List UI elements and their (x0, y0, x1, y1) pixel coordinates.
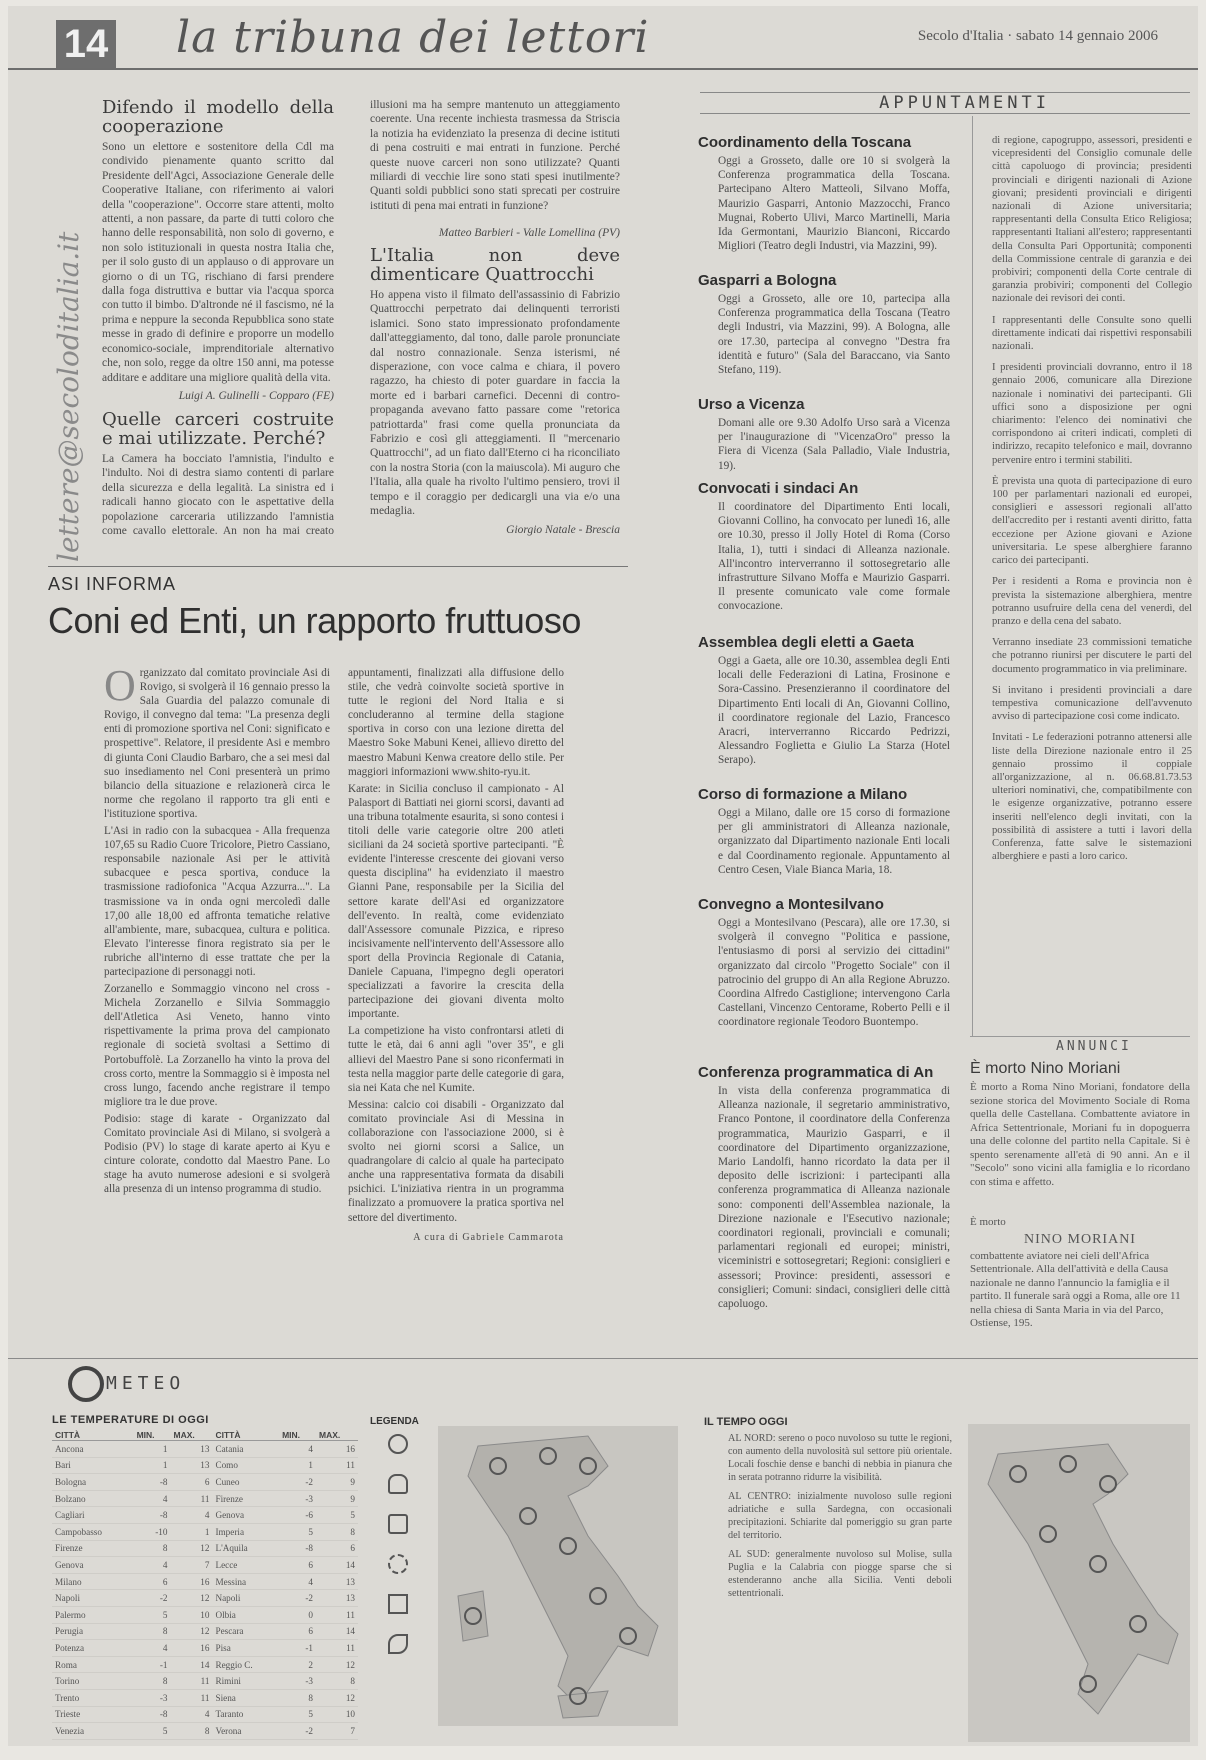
city-cell: Torino (52, 1673, 134, 1690)
min-temp-cell: -6 (279, 1507, 316, 1524)
city-cell: Cagliari (52, 1507, 134, 1524)
letter-title: Difendo il modello della cooperazione (102, 97, 334, 137)
letter-quattrocchi (370, 246, 620, 551)
min-temp-cell: 6 (279, 1557, 316, 1574)
max-temp-cell: 11 (316, 1606, 358, 1623)
letter-carceri (102, 410, 334, 540)
feature-headline: Coni ed Enti, un rapporto fruttuoso (48, 600, 581, 641)
italy-map-svg-2 (968, 1424, 1190, 1742)
appt-conferenza-programmatica (698, 1064, 950, 1354)
table-row (52, 1623, 358, 1640)
max-temp-cell: 10 (316, 1706, 358, 1723)
city-cell: Cuneo (212, 1474, 279, 1491)
col-header: CITTÀ (52, 1430, 134, 1441)
max-temp-cell: 12 (170, 1590, 212, 1607)
city-cell: Milano (52, 1573, 134, 1590)
sun-icon (388, 1434, 408, 1454)
col-header: MAX. (170, 1430, 212, 1441)
max-temp-cell: 14 (316, 1557, 358, 1574)
min-temp-cell: 6 (134, 1573, 171, 1590)
min-temp-cell: -2 (279, 1474, 316, 1491)
appt-title: Convegno a Montesilvano (698, 896, 884, 913)
city-cell: Potenza (52, 1640, 134, 1657)
appt-text: Oggi a Milano, dalle ore 15 corso di formazione per gli amministratori di Alleanza nazionale, organizzato dal Dipartimento nazionale Enti locali e dal Coordinamento regionale. Appuntamento al Centro Cesen, Viale Bianca Maria, 18. (718, 807, 950, 876)
letter-signature: Luigi A. Gulinelli - Copparo (FE) (178, 389, 334, 402)
appt-title: Coordinamento della Toscana (698, 134, 912, 151)
storm-icon (388, 1634, 408, 1654)
feature-paragraph: Organizzato dal comitato provinciale Asi di Rovigo, si svolgerà il 16 gennaio presso la Sala Guardia del palazzo comunale di Rovigo, il convegno dal tema: "La presenza degli enti di promozione sportiva nel Coni: significato e prospettive". Relatore, il presidente Asi e membro di giunta Coni Claudio Barbaro, che a sei mesi dal suo insediamento nel Coni presenterà un primo bilancio della situazione e relazionerà circa le norme che regolano il rapporto tra gli enti e l'istituzione sportiva. (104, 666, 330, 820)
forecast-text (728, 1432, 952, 1606)
appt-title: Gasparri a Bologna (698, 272, 837, 289)
letter-cooperazione (102, 98, 334, 417)
max-temp-cell: 13 (316, 1573, 358, 1590)
city-cell: Imperia (212, 1523, 279, 1540)
feature-paragraph: La competizione ha visto confrontarsi atleti di tutte le età, dai 6 anni agli "over 35", e gli allievi del Maestro Pane si sono riconfermati in testa nella maggior parte delle categorie di gara, sia nei Kata che nel Kumite. (348, 1025, 564, 1094)
min-temp-cell: -1 (279, 1640, 316, 1657)
page-number: 14 (56, 20, 116, 68)
letter-body: La Camera ha bocciato l'amnistia, l'indulto e l'indulto. Noi di destra siamo contenti di parlare della sicurezza e della legalità. La sinistra ed i radicali hanno giocato con le aspettative della popolazione carceraria utilizzando l'amnistia come cavallo elettorale. An non ha mai creato (102, 453, 334, 538)
max-temp-cell: 16 (170, 1573, 212, 1590)
forecast-paragraph: AL CENTRO: inizialmente nuvoloso sulle regioni adriatiche e sulla Sardegna, con occasionali precipitazioni. Schiarite dal pomeriggio su gran parte del territorio. (728, 1491, 952, 1541)
table-row (52, 1490, 358, 1507)
appt-text: Oggi a Montesilvano (Pescara), alle ore 17.30, si svolgerà il convegno "Politica e passione, l'entusiasmo di porsi al servizio dei cittadini" organizzato dal circolo "Progetto Sociale" con il patrocinio del gruppo di An alla Regione Abruzzo. Coordina Alfredo Castiglione; intervengono Carla Castellani, Vincenzo Centorame, Roberto Pelli e il coordinatore regionale Teodoro Buontempo. (718, 917, 950, 1029)
city-cell: Campobasso (52, 1523, 134, 1540)
min-temp-cell: 6 (279, 1623, 316, 1640)
min-temp-cell: 1 (134, 1441, 171, 1458)
min-temp-cell: -2 (134, 1590, 171, 1607)
city-cell: Catania (212, 1441, 279, 1458)
city-cell: Como (212, 1457, 279, 1474)
table-row (52, 1441, 358, 1458)
temperatures-table (52, 1430, 358, 1740)
letter-body: Ho appena visto il filmato dell'assassinio di Fabrizio Quattrocchi perpetrato dai delinquenti terroristi islamici. Sono stato impressionato profondamente dall'atteggiamento, dal tono, dalle parole pronunciate dal nostro connazionale. Senza isterismi, né disperazione, con voce calma e chiara, il povero ragazzo, ha chiesto di poter guardare in faccia la morte ed i barbari carnefici. Decenni di contro-propaganda avevano fatto passare come "retorica patriottarda" frasi come quella pronunciata da Fabrizio e così gli atteggiamenti. Il "mercenario Quattrocchi", ad un fiato dall'Eterno ci ha riconciliato con la nostra Storia (con la maiuscola). Mi auguro che l'Italia, alla quale ha rivolto l'ultimo pensiero, trovi il tempo e il coraggio per dedicargli una via e/o una medaglia. (370, 289, 620, 518)
rain-icon (388, 1514, 408, 1534)
min-temp-cell: -1 (134, 1656, 171, 1673)
table-row (52, 1656, 358, 1673)
rcol-paragraph: È prevista una quota di partecipazione di euro 100 per parlamentari nazionali ed europei, consiglieri e assessori regionali all'atto dell'accredito per i restanti aventi diritto, fatta eccezione per Azione giovani e Azione universitaria. Le spese alberghiere faranno carico dei partecipanti. (992, 475, 1192, 567)
city-cell: L'Aquila (212, 1540, 279, 1557)
max-temp-cell: 14 (170, 1656, 212, 1673)
table-row (52, 1457, 358, 1474)
feature-kicker: ASI INFORMA (48, 574, 177, 594)
table-row (52, 1573, 358, 1590)
max-temp-cell: 11 (170, 1490, 212, 1507)
notice-head: È morto (970, 1216, 1006, 1228)
table-row (52, 1474, 358, 1491)
letter-signature: Giorgio Natale - Brescia (506, 523, 620, 536)
appt-text: In vista della conferenza programmatica di Alleanza nazionale, il segretario amministrativo, Franco Pontone, il coordinatore della Conferenza programmatica, Maurizio Gasparri, e il coordinatore del Dipartimento organizzazione, Mario Landolfi, hanno ricordato la data per il deposito delle iscrizioni: i partecipanti alla conferenza programmatica di Alleanza nazionale sono: componenti dell'Assemblea nazionale, la Direzione nazionale e l'Esecutivo nazionale; coordinatori regionali, provinciali e comunali; parlamentari regionali ed europei; ministri, viceministri e sottosegretari; Regioni: consiglieri e assessori; Province: presidenti, assessori e consiglieri; Comuni: sindaci, consiglieri delle città capoluogo. (718, 1085, 950, 1311)
max-temp-cell: 6 (170, 1474, 212, 1491)
city-cell: Rimini (212, 1673, 279, 1690)
max-temp-cell: 9 (316, 1474, 358, 1491)
sun-logo-icon (68, 1366, 104, 1402)
city-cell: Perugia (52, 1623, 134, 1640)
table-row (52, 1523, 358, 1540)
max-temp-cell: 12 (170, 1623, 212, 1640)
city-cell: Napoli (212, 1590, 279, 1607)
appt-sindaci-an (698, 480, 950, 614)
appt-title: Conferenza programmatica di An (698, 1064, 934, 1081)
weather-map-italy (438, 1426, 678, 1726)
vertical-email-label: lettere@secoloditalia.it (52, 231, 85, 562)
feature-paragraph: appuntamenti, finalizzati alla diffusione dello stile, che vedrà coinvolte società sportive in tutte le regioni del Nord Italia e si concluderanno al termine della stagione sportiva in corso con una lezione diretta del Maestro Soke Mabuni Kenei, allievo diretto del maestro Mabuni Kenwa creatore dello stile. Per maggiori informazioni www.shito-ryu.it. (348, 667, 564, 778)
divider (48, 566, 628, 567)
dateline: Secolo d'Italia · sabato 14 gennaio 2006 (917, 28, 1158, 44)
letter-signature: Matteo Barbieri - Valle Lomellina (PV) (438, 227, 620, 239)
rcol-paragraph: Per i residenti a Roma e provincia non è prevista la sistemazione alberghiera, mentre potranno usufruire della cena del venerdì, del pranzo e della cena del sabato. (992, 576, 1192, 627)
col-header: MAX. (316, 1430, 358, 1441)
max-temp-cell: 12 (170, 1540, 212, 1557)
feature-column-2 (348, 666, 564, 1356)
max-temp-cell: 13 (170, 1457, 212, 1474)
max-temp-cell: 11 (316, 1640, 358, 1657)
table-row (52, 1507, 358, 1524)
city-cell: Palermo (52, 1606, 134, 1623)
max-temp-cell: 8 (316, 1523, 358, 1540)
city-cell: Olbia (212, 1606, 279, 1623)
min-temp-cell: 8 (134, 1673, 171, 1690)
obituary-article (970, 1060, 1190, 1189)
table-row (52, 1540, 358, 1557)
table-row (52, 1606, 358, 1623)
letter-body: Sono un elettore e sostenitore della Cdl ma condivido pienamente quanto scritto dal Presidente dell'Agci, Associazione Generale delle Cooperative Italiane, con riferimento ai valori della "cooperazione". Occorre stare attenti, molto attenti, a non passare, da parte di tutti coloro che hanno delle responsabilità, non solo di governo, e non solo istituzionali in questa nostra Italia che, per il solo gusto di un applauso o di approvare un giorno o di un TG, rischiano di farsi prendere dalla foga distruttiva e buttar via l'acqua sporca con tutto il bimbo. D'altronde né il fascismo, né la prima e neppure la seconda Repubblica sono state messe in grado di definire e proporre un modello economico-sociale, imprenditoriale alternativo che, non solo, regge da oltre 150 anni, ma potesse additare e additare una migliore qualità della vita. (102, 141, 334, 384)
max-temp-cell: 10 (170, 1606, 212, 1623)
appt-urso-vicenza (698, 396, 950, 473)
rcol-paragraph: I rappresentanti delle Consulte sono quelli direttamente indicati dai rispettivi responsabili nazionali. (992, 314, 1192, 353)
min-temp-cell: 4 (134, 1557, 171, 1574)
rcol-paragraph: Invitati - Le federazioni potranno attenersi alle liste della Direzione nazionale entro il 25 gennaio prossimo il coppiale all'organizzazione, al n. 06.68.81.73.53 ulteriori nominativi, che, compatibilmente con le esigenze organizzative, potranno essere inseriti nell'elenco degli invitati, con la possibilità di assistere a tutti i lavori della Conferenza, fatte salve le sistemazioni alberghiere e pasti a loro carico. (992, 732, 1192, 863)
min-temp-cell: 1 (134, 1457, 171, 1474)
appuntamenti-banner: APPUNTAMENTI (700, 92, 1190, 114)
cloud-icon (388, 1474, 408, 1494)
max-temp-cell: 12 (316, 1656, 358, 1673)
feature-paragraph: Karate: in Sicilia concluso il campionato - Al Palasport di Battiati nei giorni scorsi, davanti ad una tribuna totalmente esaurita, si sono contesi i titoli delle varie categorie oltre 200 atleti siciliani da 24 società sportive partecipanti. "È evidente l'interesse crescente dei giovani verso questa disciplina" ha evidenziato il maestro Gianni Pane, responsabile per la Sicilia del settore karate dell'Asi ed organizzatore dell'evento. In realtà, come evidenziato dall'Assessore comunale Pizzica, e ripreso incisivamente nell'intervento dell'Assessore allo sport della Provincia Regionale di Catania, Daniele Capuana, l'impegno degli operatori specializzati a favorire la crescita della partecipazione dei giovani diventa molto importante. (348, 782, 564, 1021)
min-temp-cell: 0 (279, 1606, 316, 1623)
min-temp-cell: -2 (279, 1723, 316, 1740)
annunci-banner: ANNUNCI (970, 1036, 1190, 1055)
appt-text: Oggi a Grosseto, dalle ore 10 si svolgerà la Conferenza programmatica della Toscana. Partecipano Altero Matteoli, Silvano Moffa, Maurizio Gasparri, Antonio Mazzocchi, Franco Mugnai, Roberto Ulivi, Marco Martinelli, Maria Ida Germontani, Maurizio Bianconi, Riccardo Migliori (Teatro degli Industri, via Mazzini, 99). (718, 155, 950, 253)
table-row (52, 1673, 358, 1690)
table-row (52, 1590, 358, 1607)
table-row (52, 1723, 358, 1740)
city-cell: Siena (212, 1689, 279, 1706)
appt-gasparri-bologna (698, 272, 950, 377)
rcol-paragraph: I presidenti provinciali dovranno, entro il 18 gennaio 2006, comunicare alla Direzione nazionale i nominativi dei partecipanti. Gli uffici sono a disposizione per ogni chiarimento: l'elenco dei nominativi che corrispondono ai criteri indicati, completi di indirizzo, recapito telefonico e mail, dovranno pervenire entro i termini stabiliti. (992, 362, 1192, 466)
min-temp-cell: 5 (279, 1706, 316, 1723)
appt-assemblea-gaeta (698, 634, 950, 768)
italy-map-svg (438, 1426, 678, 1726)
masthead (8, 6, 1198, 70)
letter-title: Quelle carceri costruite e mai utilizzate. Perché? (102, 410, 334, 449)
table-row (52, 1689, 358, 1706)
forecast-paragraph: AL SUD: generalmente nuvoloso sul Molise, sulla Puglia e la Calabria con piogge sparse che si estenderanno anche alla Sicilia. Venti deboli settentrionali. (728, 1549, 952, 1599)
max-temp-cell: 6 (316, 1540, 358, 1557)
death-notice (970, 1216, 1190, 1331)
city-cell: Pisa (212, 1640, 279, 1657)
min-temp-cell: 8 (279, 1689, 316, 1706)
feature-paragraph: L'Asi in radio con la subacquea - Alla frequenza 107,65 su Radio Cuore Tricolore, Pietro Cassiano, responsabile nazionale Asi per le attività subacquee e pesca sportiva, conduce la trasmissione radiofonica "Acqua Azzurra...". La trasmissione va in onda ogni mercoledì dalle 17,00 alle 18,00 ed affronta tematiche relative all'ambiente, mare, subacquea, cultura e politica. Elevato l'interesse finora registrato sia per le rubriche all'interno di esse trattate che per la partecipazione di personaggi noti. (104, 825, 330, 978)
min-temp-cell: -3 (134, 1689, 171, 1706)
legend-title: LEGENDA (370, 1416, 419, 1427)
city-cell: Bologna (52, 1474, 134, 1491)
section-title: la tribuna dei lettori (176, 12, 650, 63)
city-cell: Venezia (52, 1723, 134, 1740)
max-temp-cell: 11 (170, 1689, 212, 1706)
forecast-title: IL TEMPO OGGI (704, 1416, 788, 1428)
conferenza-continued-column (992, 134, 1192, 1024)
min-temp-cell: 4 (134, 1490, 171, 1507)
max-temp-cell: 11 (316, 1457, 358, 1474)
notice-name: NINO MORIANI (1024, 1231, 1136, 1247)
min-temp-cell: -3 (279, 1673, 316, 1690)
dropcap: O (104, 666, 136, 710)
min-temp-cell: 5 (134, 1723, 171, 1740)
min-temp-cell: -2 (279, 1590, 316, 1607)
min-temp-cell: 4 (279, 1573, 316, 1590)
col-header: MIN. (134, 1430, 171, 1441)
feature-byline: A cura di Gabriele Cammarota (413, 1231, 564, 1243)
max-temp-cell: 8 (170, 1723, 212, 1740)
appt-convegno-montesilvano (698, 896, 950, 1030)
city-cell: Trento (52, 1689, 134, 1706)
max-temp-cell: 1 (170, 1523, 212, 1540)
city-cell: Lecce (212, 1557, 279, 1574)
appt-coordinamento-toscana (698, 134, 950, 253)
max-temp-cell: 16 (170, 1640, 212, 1657)
letter-title: L'Italia non deve dimenticare Quattrocchi (370, 245, 620, 285)
meteo-divider (8, 1358, 1198, 1359)
appt-text: Domani alle ore 9.30 Adolfo Urso sarà a Vicenza per l'inaugurazione di "VicenzaOro" presso la Fiera di Vicenza (Sala Palladio, Viale Industria, 19). (718, 417, 950, 472)
min-temp-cell: -8 (279, 1540, 316, 1557)
obituary-title: È morto Nino Moriani (970, 1060, 1121, 1077)
min-temp-cell: 8 (134, 1540, 171, 1557)
max-temp-cell: 11 (170, 1673, 212, 1690)
city-cell: Verona (212, 1723, 279, 1740)
obituary-text: È morto a Roma Nino Moriani, fondatore della sezione storica del Movimento Sociale di Roma quella delle Castellana. Combattente aviatore in Africa Settentrionale, Moriani fu in dopoguerra una delle colonne del partito nella Capitale. Si è spento serenamente all'età di 90 anni. An e il "Secolo" sono vicini alla famiglia e lo ricordano con stima e affetto. (970, 1081, 1190, 1188)
notice-text: combattente aviatore nei cieli dell'Africa Settentrionale. Alla dell'attività e della Causa nazionale ne danno l'annuncio la famiglia e il partito. Il funerale sarà oggi a Roma, alle ore 11 nella chiesa di Santa Maria in via del Parco, Ostiense, 195. (970, 1249, 1181, 1329)
city-cell: Ancona (52, 1441, 134, 1458)
table-row (52, 1557, 358, 1574)
feature-paragraph: Podisio: stage di karate - Organizzato dal Comitato provinciale Asi di Milano, si svolgerà a Podisio (PV) lo stage di karate aperto ai Kyu e cinture colorate, condotto dal Maestro Pane. Lo stage ha avuto numerose adesioni e si svolgerà alla presenza di un intenso programma di studio. (104, 1112, 330, 1196)
city-cell: Bolzano (52, 1490, 134, 1507)
temperatures-title: LE TEMPERATURE DI OGGI (52, 1414, 209, 1426)
city-cell: Reggio C. (212, 1656, 279, 1673)
max-temp-cell: 4 (170, 1706, 212, 1723)
feature-column-1 (104, 666, 330, 1356)
city-cell: Pescara (212, 1623, 279, 1640)
appt-text: Oggi a Gaeta, alle ore 10.30, assemblea degli Enti locali delle Federazioni di Latina, Frosinone e Sora-Cassino. Presenzieranno il coordinatore del Dipartimento Enti locali di An, Giovanni Collino, il coordinatore regionale del Lazio, Francesco Aracri, interverranno Riccardo Pedrizzi, Alessandro Foglietta e Giulio La Starza (Hotel Serapo). (718, 655, 950, 767)
city-cell: Roma (52, 1656, 134, 1673)
min-temp-cell: 4 (279, 1441, 316, 1458)
min-temp-cell: 2 (279, 1656, 316, 1673)
snow-icon (388, 1554, 408, 1574)
min-temp-cell: -10 (134, 1523, 171, 1540)
feature-paragraph: Messina: calcio coi disabili - Organizzato dal comitato provinciale Asi di Messina in collaborazione con l'associazione 2000, si è svolto nei giorni scorsi a Salice, un quadrangolare di calcio al quale ha partecipato anche una rappresentativa formata da disabili psichici. L'iniziativa rientra in un programma finalizzato a promuovere la pratica sportiva nel settore del divertimento. (348, 1098, 564, 1224)
max-temp-cell: 8 (316, 1673, 358, 1690)
max-temp-cell: 7 (316, 1723, 358, 1740)
appt-title: Assemblea degli eletti a Gaeta (698, 634, 914, 651)
column-rule (972, 116, 973, 1036)
col-header: CITTÀ (212, 1430, 279, 1441)
temperatures-body (52, 1441, 358, 1740)
city-cell: Bari (52, 1457, 134, 1474)
rcol-paragraph: Verranno insediate 23 commissioni tematiche che potranno riunirsi per discutere le parti del documento programmatico in via preliminare. (992, 637, 1192, 675)
fog-icon (388, 1594, 408, 1614)
min-temp-cell: 1 (279, 1457, 316, 1474)
city-cell: Taranto (212, 1706, 279, 1723)
col-header: MIN. (279, 1430, 316, 1441)
rcol-paragraph: Si invitano i presidenti provinciali a dare tempestiva comunicazione dell'avvenuto avviso di partecipazione così come indicato. (992, 684, 1192, 723)
min-temp-cell: 5 (134, 1606, 171, 1623)
city-cell: Napoli (52, 1590, 134, 1607)
city-cell: Genova (212, 1507, 279, 1524)
max-temp-cell: 7 (170, 1557, 212, 1574)
city-cell: Messina (212, 1573, 279, 1590)
appt-text: Il coordinatore del Dipartimento Enti locali, Giovanni Collino, ha convocato per lunedì 16, alle ore 10.30, presso il Jolly Hotel di Roma (Corso Italia, 1), tutti i sindaci di Alleanza nazionale. All'incontro interverranno il sottosegretario alle infrastrutture Silvano Moffa e Maurizio Gasparri. Il presente comunicato vale come formale convocazione. (718, 501, 950, 613)
letter-carceri-continued (370, 98, 620, 254)
appt-corso-milano (698, 786, 950, 877)
min-temp-cell: -8 (134, 1474, 171, 1491)
table-row (52, 1706, 358, 1723)
forecast-paragraph: AL NORD: sereno o poco nuvoloso su tutte le regioni, con aumento della nuvolosità sul settore più orientale. Locali foschie dense e banchi di nebbia in pianura che in serata potranno ridurre la visibilità. (728, 1433, 952, 1483)
city-cell: Trieste (52, 1706, 134, 1723)
newspaper-page (8, 6, 1198, 1746)
city-cell: Firenze (212, 1490, 279, 1507)
city-cell: Firenze (52, 1540, 134, 1557)
city-cell: Genova (52, 1557, 134, 1574)
min-temp-cell: 5 (279, 1523, 316, 1540)
appt-title: Corso di formazione a Milano (698, 786, 908, 803)
min-temp-cell: 4 (134, 1640, 171, 1657)
feature-paragraph: Zorzanello e Sommaggio vincono nel cross - Michela Zorzanello e Silvia Sommaggio dell'Atletica Asi Veneto, hanno vinto rispettivamente la prima prova del campionato regionale di società svoltasi a Settimo di Portobuffolè. La Zorzanello ha vinto la prova del cross corto, mentre la Sommaggio si è imposta nel cross lungo, facendo anche registrare il tempo migliore tra le due prove. (104, 983, 330, 1108)
rcol-paragraph: di regione, capogruppo, assessori, presidenti e vicepresidenti del Consiglio comunale delle città capoluogo di provincia; presidenti provinciali e dirigenti nazionali di Azione giovani; presidenti provinciali e dirigenti nazionali di Azione universitaria; rappresentanti della Consulta Etico Religiosa; rappresentanti Italiani all'estero; rappresentanti della Consulta Pari Opportunità; componenti della Commissione centrale di garanzia e dei probiviri; componenti della Corte centrale di garanzia probiviri; componenti del Collegio nazionale dei revisori dei conti. (992, 135, 1192, 305)
letter-body-continued: illusioni ma ha sempre mantenuto un atteggiamento coerente. Una recente inchiesta trasmessa da Striscia la notizia ha evidenziato la presenza di decine istituti di pena costruiti e mai entrati in funzione. Perché queste nuove carceri non sono utilizzate? Quanti miliardi di vecchie lire sono stati spesi inutilmente? Quanti soldi pubblici sono stati sprecati per costruire istituti di pena mai entrati in funzione? (370, 99, 620, 212)
min-temp-cell: -8 (134, 1507, 171, 1524)
max-temp-cell: 5 (316, 1507, 358, 1524)
min-temp-cell: -3 (279, 1490, 316, 1507)
max-temp-cell: 13 (170, 1441, 212, 1458)
appt-title: Urso a Vicenza (698, 396, 805, 413)
min-temp-cell: -8 (134, 1706, 171, 1723)
min-temp-cell: 8 (134, 1623, 171, 1640)
appt-text: Oggi a Grosseto, alle ore 10, partecipa alla Conferenza programmatica della Toscana (Teatro degli Industri, via Mazzini, 99). A Bologna, alle ore 17.30, partecipa al convegno "Destra fra identità e futuro" (Sala del Baraccano, via Santo Stefano, 119). (718, 293, 950, 377)
table-row (52, 1640, 358, 1657)
max-temp-cell: 12 (316, 1689, 358, 1706)
appt-title: Convocati i sindaci An (698, 480, 859, 497)
weather-map-tomorrow (968, 1424, 1190, 1742)
max-temp-cell: 13 (316, 1590, 358, 1607)
max-temp-cell: 4 (170, 1507, 212, 1524)
max-temp-cell: 14 (316, 1623, 358, 1640)
table-header-row (52, 1430, 358, 1441)
max-temp-cell: 9 (316, 1490, 358, 1507)
meteo-logo: METEO (68, 1366, 185, 1402)
max-temp-cell: 16 (316, 1441, 358, 1458)
